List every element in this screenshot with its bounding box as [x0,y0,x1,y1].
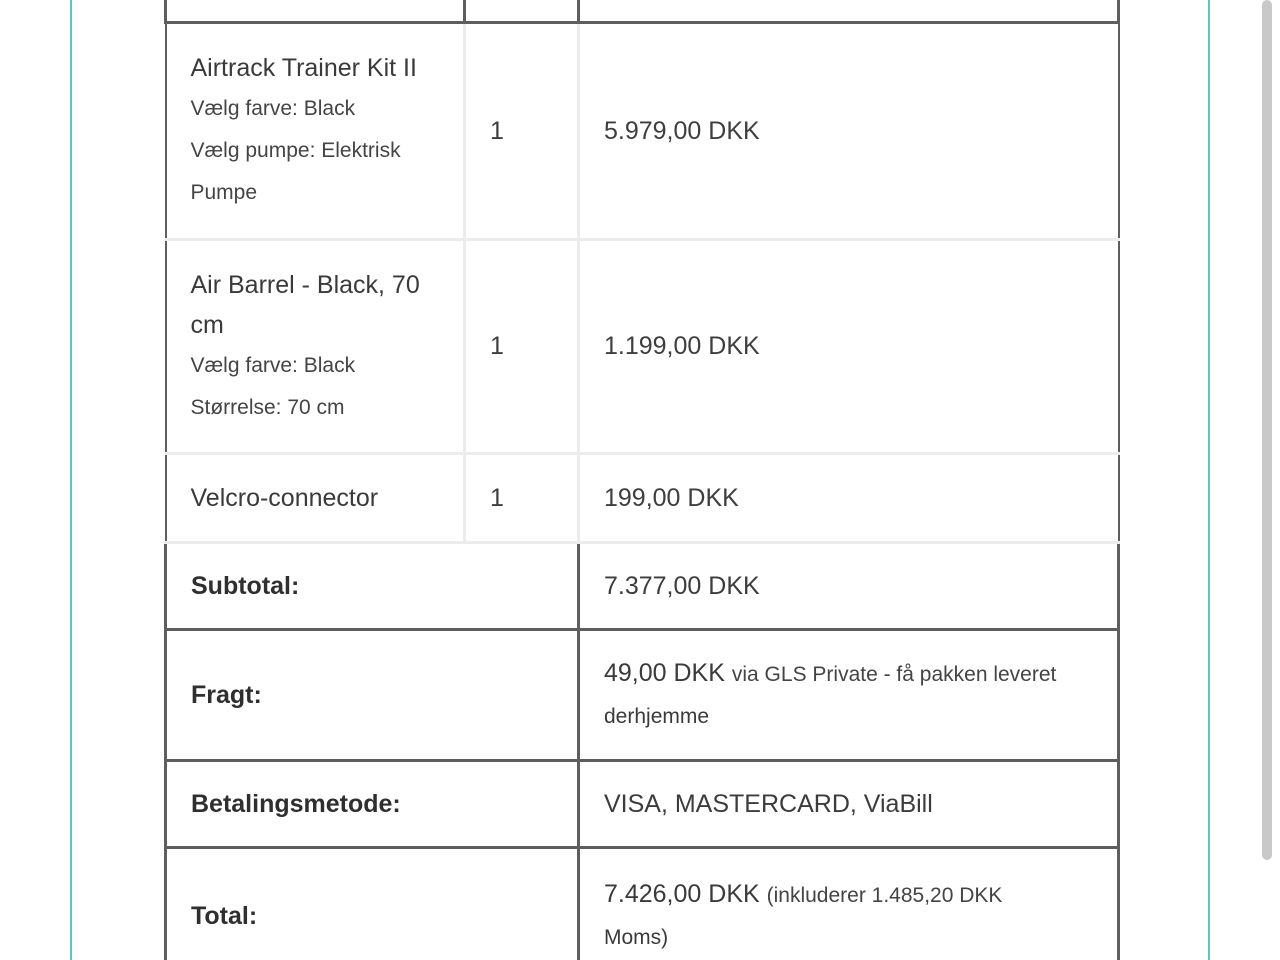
order-details-table [164,0,1120,960]
price-cell: 1.199,00 DKK [579,240,1119,454]
product-option: Vælg farve: Black [190,97,356,120]
product-option: Vælg farve: Black [190,353,356,377]
quantity-cell: 1 [465,23,579,240]
table-header-row [166,0,1119,23]
vat-note-continued: Moms) [604,926,669,949]
table-row [166,240,1119,454]
payment-method-value: VISA, MASTERCARD, ViaBill [579,761,1119,848]
email-frame-right [1208,0,1210,960]
total-value-cell [579,848,1119,960]
product-option: Størrelse: 70 cm [190,395,345,419]
product-cell [166,240,465,454]
shipping-method-note-continued: derhjemme [604,705,710,728]
quantity-cell: 1 [465,454,579,543]
product-name: Velcro-connector [190,484,379,512]
total-label: Total: [166,848,579,960]
vat-note: (inkluderer 1.485,20 DKK [766,884,1003,907]
shipping-method-note: via GLS Private - få pakken leveret [731,663,1057,686]
shipping-value-cell [579,630,1119,761]
email-frame-left [70,0,72,960]
product-cell [166,454,465,543]
product-name: Airtrack Trainer Kit II [190,54,417,82]
payment-method-label: Betalingsmetode: [166,761,579,848]
table-row [166,454,1119,543]
shipping-label: Fragt: [166,630,579,761]
shipping-row [166,630,1119,761]
header-cell-quantity [465,0,579,23]
product-name: Air Barrel - Black, 70 [190,270,420,299]
header-cell-product [166,0,465,23]
product-option: Vælg pumpe: Elektrisk [190,139,401,162]
product-name-continued: cm [190,310,224,339]
quantity-cell: 1 [465,240,579,454]
vertical-scrollbar[interactable] [1262,0,1272,860]
shipping-value: 49,00 DKK [604,659,725,687]
price-cell: 5.979,00 DKK [579,23,1119,240]
subtotal-value: 7.377,00 DKK [579,543,1119,630]
total-value: 7.426,00 DKK [604,880,760,908]
price-cell: 199,00 DKK [579,454,1119,543]
subtotal-row [166,543,1119,630]
subtotal-label: Subtotal: [166,543,579,630]
product-option: Pumpe [190,181,258,204]
header-cell-price [579,0,1119,23]
payment-method-row [166,761,1119,848]
table-row [166,23,1119,240]
total-row [166,848,1119,960]
product-cell [166,23,465,240]
